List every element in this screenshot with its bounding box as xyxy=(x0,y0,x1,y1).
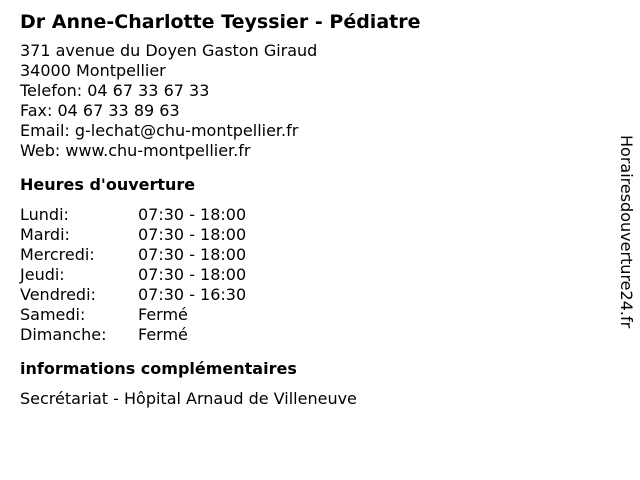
practice-card xyxy=(20,10,610,409)
hours-time: Fermé xyxy=(138,305,188,324)
web-line[interactable]: Web: www.chu-montpellier.fr xyxy=(20,141,251,160)
phone-line[interactable]: Telefon: 04 67 33 67 33 xyxy=(20,81,210,100)
site-watermark: Horairesdouverture24.fr xyxy=(617,135,636,329)
address-line-1: 371 avenue du Doyen Gaston Giraud xyxy=(20,41,318,60)
info-text: Secrétariat - Hôpital Arnaud de Villeneuve xyxy=(20,389,357,408)
hours-time: 07:30 - 18:00 xyxy=(138,205,247,224)
hours-time: 07:30 - 18:00 xyxy=(138,245,247,264)
email-line[interactable]: Email: g-lechat@chu-montpellier.fr xyxy=(20,121,299,140)
hours-row xyxy=(20,265,610,285)
hours-day: Lundi: xyxy=(20,205,69,224)
hours-time: Fermé xyxy=(138,325,188,344)
hours-time: 07:30 - 16:30 xyxy=(138,285,247,304)
hours-row xyxy=(20,245,610,265)
hours-row xyxy=(20,225,610,245)
hours-row xyxy=(20,305,610,325)
hours-day: Mercredi: xyxy=(20,245,95,264)
hours-day: Dimanche: xyxy=(20,325,107,344)
hours-day: Jeudi: xyxy=(20,265,65,284)
page-title: Dr Anne-Charlotte Teyssier - Pédiatre xyxy=(20,11,421,33)
hours-row xyxy=(20,325,610,345)
info-heading: informations complémentaires xyxy=(20,359,297,378)
hours-row xyxy=(20,205,610,225)
address-line-2: 34000 Montpellier xyxy=(20,61,166,80)
hours-time: 07:30 - 18:00 xyxy=(138,225,247,244)
hours-time: 07:30 - 18:00 xyxy=(138,265,247,284)
hours-heading: Heures d'ouverture xyxy=(20,175,196,194)
hours-day: Samedi: xyxy=(20,305,86,324)
hours-day: Mardi: xyxy=(20,225,70,244)
fax-line: Fax: 04 67 33 89 63 xyxy=(20,101,180,120)
contact-block xyxy=(20,41,610,161)
hours-table xyxy=(20,205,610,345)
hours-row xyxy=(20,285,610,305)
hours-day: Vendredi: xyxy=(20,285,96,304)
